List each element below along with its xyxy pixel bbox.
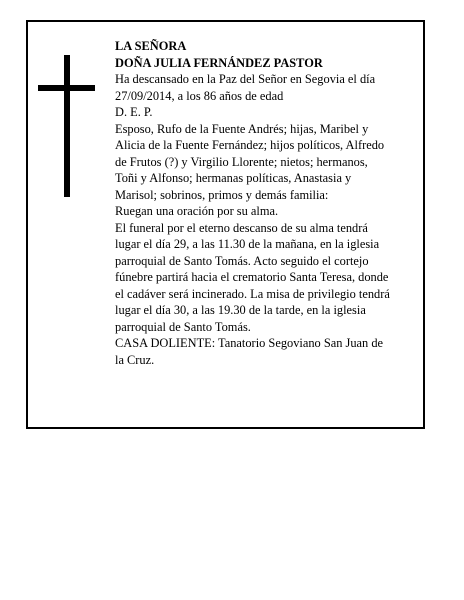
obituary-text [115, 38, 419, 368]
obituary-line: parroquial de Santo Tomás. Acto seguido el cortejo [115, 253, 369, 268]
deceased-name: DOÑA JULIA FERNÁNDEZ PASTOR [115, 55, 323, 70]
obituary-line: fúnebre partirá hacia el crematorio Santa Teresa, donde [115, 270, 389, 284]
obituary-line: parroquial de Santo Tomás. [115, 319, 251, 334]
obituary-line: D. E. P. [115, 105, 153, 119]
obituary-line: CASA DOLIENTE: Tanatorio Segoviano San Juan de [115, 336, 384, 350]
obituary-line: lugar el día 30, a las 19.30 de la tarde, en la iglesia [115, 303, 366, 317]
obituary-line: Ha descansado en la Paz del Señor en Segovia el día [115, 72, 376, 86]
obituary-line: El funeral por el eterno descanso de su alma tendrá [115, 220, 368, 235]
cross-icon-crossbar [38, 85, 95, 91]
obituary-line: la Cruz. [115, 352, 155, 367]
cross-icon [64, 55, 70, 197]
obituary-line: Alicia de la Fuente Fernández; hijos políticos, Alfredo [115, 138, 385, 152]
obituary-line: 27/09/2014, a los 86 años de edad [115, 88, 284, 103]
obituary-line: lugar el día 29, a las 11.30 de la mañana, en la iglesia [115, 237, 380, 251]
obituary-line: de Frutos (?) y Virgilio Llorente; nietos; hermanos, [115, 154, 368, 169]
obituary-header: LA SEÑORA [115, 39, 187, 53]
obituary-line: Esposo, Rufo de la Fuente Andrés; hijas, Maribel y [115, 121, 369, 136]
obituary-line: Marisol; sobrinos, primos y demás familia: [115, 187, 329, 202]
obituary-line: Toñi y Alfonso; hermanas políticas, Anastasia y [115, 171, 352, 185]
obituary-line: Ruegan una oración por su alma. [115, 204, 279, 218]
obituary-line: el cadáver será incinerado. La misa de privilegio tendrá [115, 286, 390, 301]
